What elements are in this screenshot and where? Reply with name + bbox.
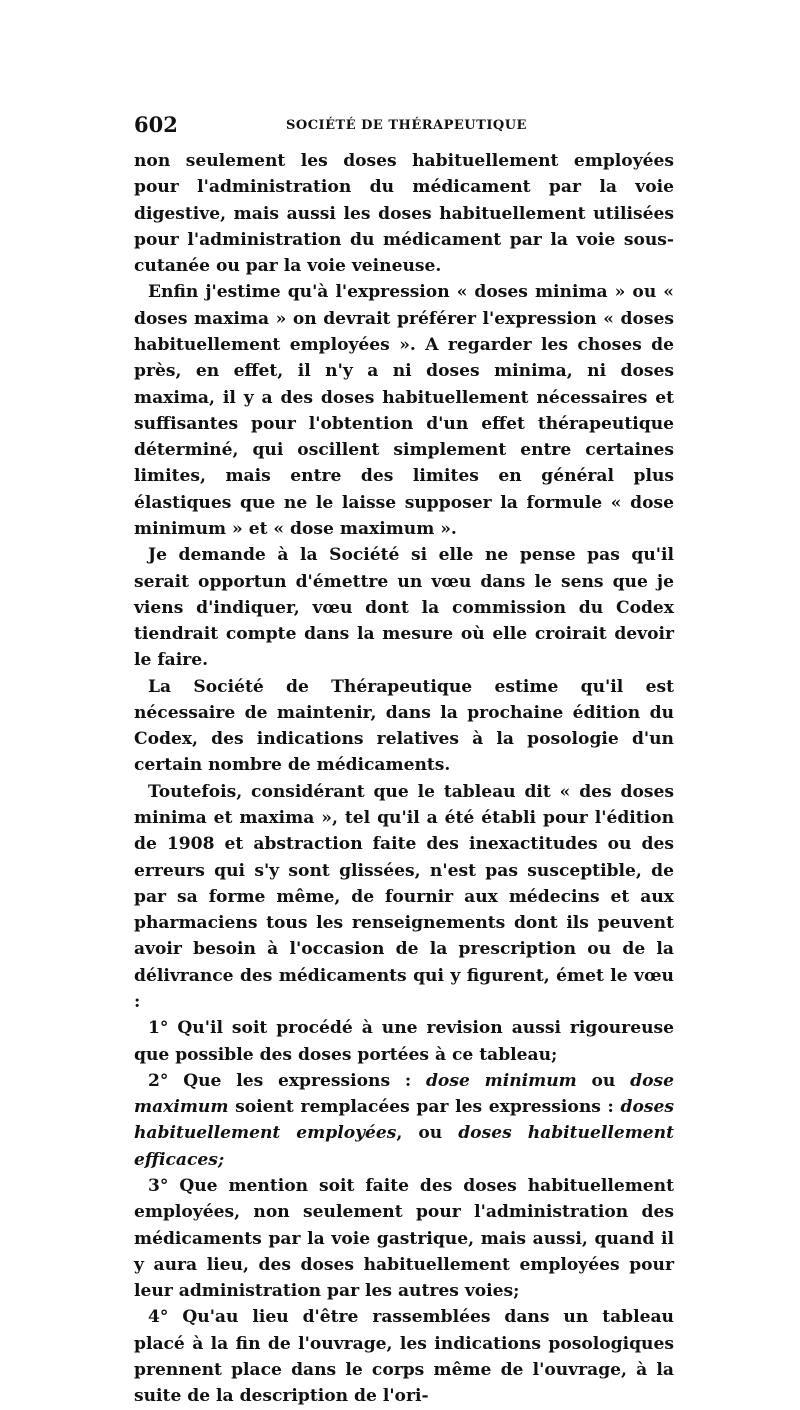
list-item-2 (134, 1068, 674, 1173)
body-text (134, 148, 674, 1410)
italic-term-doses-efficaces: doses habituellement efficaces; (134, 1123, 674, 1170)
paragraph-toutefois: Toutefois, considérant que le tableau dit « des doses minima et maxima », tel qu'il a été établi pour l'édition de 1908 et abstraction faite des inexactitudes ou des erreurs qui s'y sont glissées, n'est pas susceptible, de par sa forme même, de fournir aux médecins et aux pharmaciens tous les renseignements dont ils peuvent avoir besoin à l'occasion de la prescription ou de la délivrance des médicaments qui y figurent, émet le vœu : (134, 781, 674, 1012)
paragraph-enfin: Enfin j'estime qu'à l'expression « doses minima » ou « doses maxima » on devrait préférer l'expression « doses habituellement employées ». A regarder les choses de près, en effet, il n'y a ni doses minima, ni doses maxima, il y a des doses habituellement nécessaires et suffisantes pour l'obtention d'un effet thérapeutique déterminé, qui oscillent simplement entre certaines limites, mais entre des limites en général plus élastiques que ne le laisse supposer la formule « dose minimum » et « dose maximum ». (134, 282, 674, 539)
list-item-1: 1° Qu'il soit procédé à une revision aussi rigoureuse que possible des doses portées à ce tableau; (134, 1018, 674, 1065)
paragraph-la-societe: La Société de Thérapeutique estime qu'il est nécessaire de maintenir, dans la prochaine édition du Codex, des indications relatives à la posologie d'un certain nombre de médicaments. (134, 676, 674, 776)
italic-term-dose-maximum: dose maximum (134, 1070, 674, 1118)
page-number: 602 (134, 112, 178, 137)
page-header (134, 112, 674, 142)
list-item-2-text: 2° Que les expressions : (148, 1070, 426, 1091)
list-item-2-text: soient remplacées par les expressions : (228, 1097, 621, 1118)
paragraph-continuation: non seulement les doses habituellement employées pour l'administration du médicament par la voie digestive, mais aussi les doses habituellement utilisées pour l'administration du médicament par la voie sous-cutanée ou par la voie veineuse. (134, 151, 674, 277)
list-item-2-text: ou (576, 1070, 631, 1091)
paragraph-je-demande: Je demande à la Société si elle ne pense pas qu'il serait opportun d'émettre un vœu dans le sens que je viens d'indiquer, vœu dont la commission du Codex tiendrait compte dans la mesure où elle croirait devoir le faire. (134, 545, 674, 671)
italic-term-doses-employees: doses habituellement employées (134, 1097, 674, 1144)
list-item-2-text: , ou (396, 1123, 459, 1144)
list-item-3: 3° Que mention soit faite des doses habituellement employées, non seulement pour l'administration des médicaments par la voie gastrique, mais aussi, quand il y aura lieu, des doses habituellement employées pour leur administration par les autres voies; (134, 1175, 674, 1302)
running-head: SOCIÉTÉ DE THÉRAPEUTIQUE (286, 118, 527, 133)
italic-term-dose-minimum: dose minimum (425, 1070, 577, 1091)
list-item-4: 4° Qu'au lieu d'être rassemblées dans un tableau placé à la fin de l'ouvrage, les indications posologiques prennent place dans le corps même de l'ouvrage, à la suite de la description de l'ori- (134, 1307, 674, 1407)
